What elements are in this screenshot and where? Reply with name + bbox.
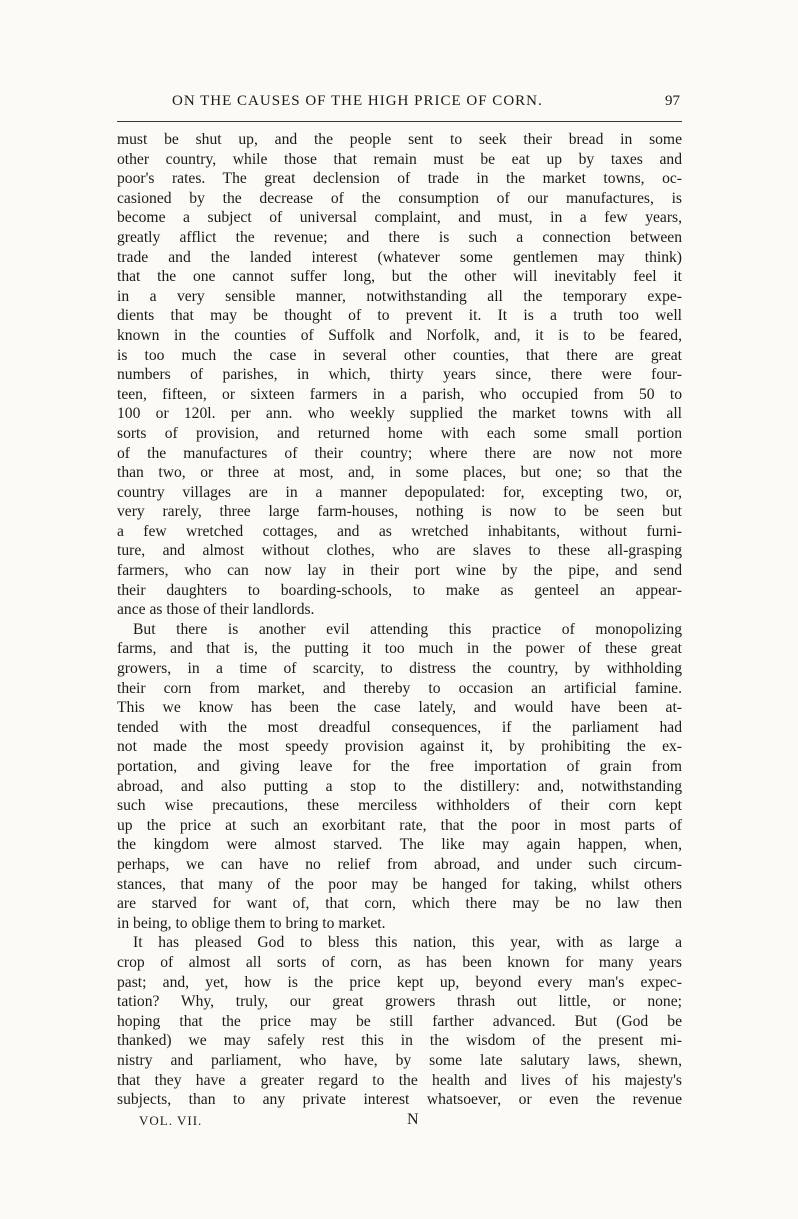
text-line: numbers of parishes, in which, thirty years since, there were four-	[117, 366, 682, 384]
text-line: ance as those of their landlords.	[117, 601, 315, 619]
running-title: ON THE CAUSES OF THE HIGH PRICE OF CORN.	[172, 93, 543, 109]
text-line: tended with the most dreadful consequences, if the parliament had	[117, 718, 682, 736]
text-line: greatly afflict the revenue; and there is such a connection between	[117, 228, 682, 246]
text-line: abroad, and also putting a stop to the distillery: and, notwithstanding	[117, 777, 682, 795]
text-line: portation, and giving leave for the free importation of grain from	[117, 758, 682, 775]
text-line: become a subject of universal complaint, and must, in a few years,	[117, 209, 682, 227]
text-line: hoping that the price may be still farther advanced. But (God be	[117, 1012, 682, 1030]
text-line: But there is another evil attending this practice of monopolizing	[133, 620, 682, 638]
text-line: not made the most speedy provision against it, by prohibiting the ex-	[117, 738, 682, 756]
text-line: very rarely, three large farm-houses, nothing is now to be seen but	[117, 503, 682, 521]
text-line: It has pleased God to bless this nation, this year, with as large a	[133, 934, 682, 952]
text-line: poor's rates. The great declension of trade in the market towns, oc-	[117, 170, 682, 188]
text-line: the kingdom were almost starved. The like may again happen, when,	[117, 836, 682, 854]
text-line: trade and the landed interest (whatever some gentlemen may think)	[117, 248, 682, 266]
text-line: past; and, yet, how is the price kept up, beyond every man's expec-	[117, 973, 682, 991]
running-header	[117, 93, 682, 117]
text-line: their corn from market, and thereby to occasion an artificial famine.	[117, 679, 682, 697]
text-line: tation? Why, truly, our great growers thrash out little, or none;	[117, 993, 682, 1011]
text-line: in a very sensible manner, notwithstanding all the temporary expe-	[117, 287, 682, 305]
text-line: farms, and that is, the putting it too much in the power of these great	[117, 640, 682, 658]
text-line: growers, in a time of scarcity, to distress the country, by withholding	[117, 660, 682, 678]
text-line: This we know has been the case lately, and would have been at-	[117, 699, 682, 717]
text-line: 100 or 120l. per ann. who weekly supplied the market towns with all	[117, 405, 682, 423]
text-line: crop of almost all sorts of corn, as has been known for many years	[117, 953, 682, 971]
body-text	[117, 130, 682, 1110]
text-line: a few wretched cottages, and as wretched inhabitants, without furni-	[117, 522, 682, 540]
text-line: in being, to oblige them to bring to market.	[117, 914, 386, 932]
text-line: is too much the case in several other counties, that there are great	[117, 346, 682, 364]
text-line: country villages are in a manner depopulated: for, excepting two, or,	[117, 483, 682, 501]
text-line: nistry and parliament, who have, by some late salutary laws, shewn,	[117, 1051, 682, 1069]
text-line: other country, while those that remain must be eat up by taxes and	[117, 150, 682, 168]
page-footer	[117, 1113, 682, 1135]
text-line: known in the counties of Suffolk and Norfolk, and, it is to be feared,	[117, 326, 682, 344]
text-line: subjects, than to any private interest whatsoever, or even the revenue	[117, 1091, 682, 1109]
text-line: teen, fifteen, or sixteen farmers in a parish, who occupied from 50 to	[117, 385, 682, 403]
text-line: up the price at such an exorbitant rate, that the poor in most parts of	[117, 816, 682, 834]
text-line: must be shut up, and the people sent to seek their bread in some	[117, 131, 682, 148]
text-line: that the one cannot suffer long, but the other will inevitably feel it	[117, 268, 682, 286]
header-rule	[117, 121, 682, 122]
volume-number: VOL. VII.	[139, 1113, 203, 1128]
text-line: are starved for want of, that corn, which there may be no law then	[117, 895, 682, 913]
text-line: such wise precautions, these merciless withholders of their corn kept	[117, 797, 682, 815]
page-number: 97	[665, 93, 680, 109]
text-line: stances, that many of the poor may be hanged for taking, whilst others	[117, 875, 682, 893]
text-line: thanked) we may safely rest this in the wisdom of the present mi-	[117, 1032, 682, 1050]
signature-mark: N	[407, 1111, 419, 1128]
text-line: casioned by the decrease of the consumption of our manufactures, is	[117, 189, 682, 207]
text-line: of the manufactures of their country; where there are now not more	[117, 444, 682, 462]
text-line: farmers, who can now lay in their port wine by the pipe, and send	[117, 562, 682, 580]
text-line: than two, or three at most, and, in some places, but one; so that the	[117, 464, 682, 482]
text-line: that they have a greater regard to the health and lives of his majesty's	[117, 1071, 682, 1089]
text-line: dients that may be thought of to prevent it. It is a truth too well	[117, 307, 682, 325]
text-line: their daughters to boarding-schools, to make as genteel an appear-	[117, 581, 682, 599]
text-line: perhaps, we can have no relief from abroad, and under such circum-	[117, 855, 682, 873]
text-line: sorts of provision, and returned home with each some small portion	[117, 424, 682, 442]
text-line: ture, and almost without clothes, who are slaves to these all-grasping	[117, 542, 682, 560]
